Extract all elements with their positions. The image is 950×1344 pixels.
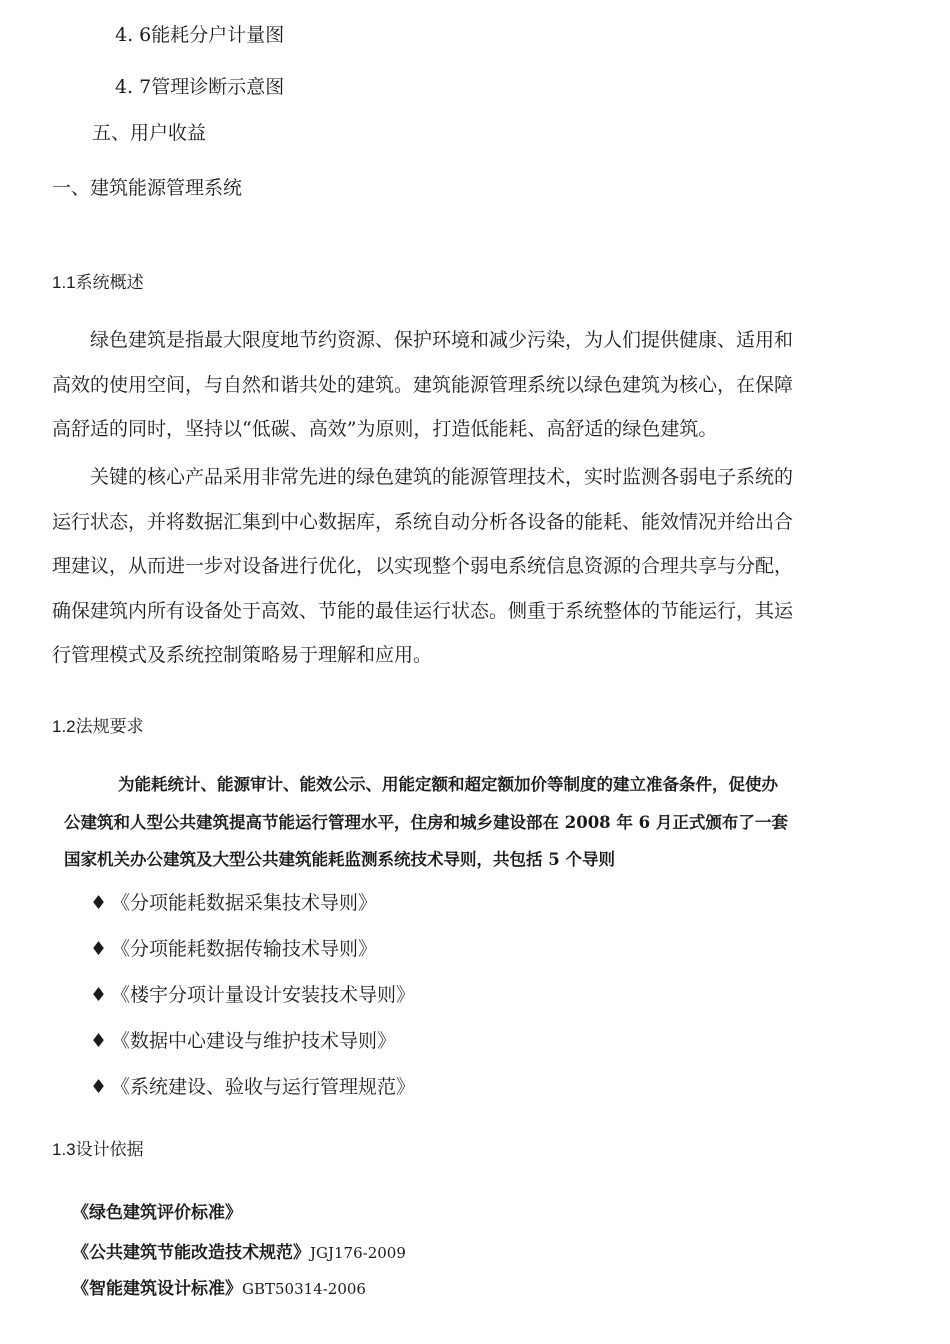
diamond-bullet-icon: ♦ — [90, 892, 108, 914]
paragraph-line: 确保建筑内所有设备处于高效、节能的最佳运行状态。侧重于系统整体的节能运行，其运 — [52, 599, 794, 622]
reference-name: 《智能建筑设计标准》 — [72, 1279, 242, 1299]
paragraph-line: 绿色建筑是指最大限度地节约资源、保护环境和减少污染，为人们提供健康、适用和 — [90, 329, 794, 351]
reference-name: 《公共建筑节能改造技术规范》 — [72, 1243, 310, 1263]
paragraph-line: 运行状态，并将数据汇集到中心数据库，系统自动分析各设备的能耗、能效情况并给出合 — [52, 510, 794, 533]
list-item — [90, 980, 415, 1007]
diamond-bullet-icon: ♦ — [90, 984, 108, 1006]
paragraph-line: 国家机关办公建筑及大型公共建筑能耗监测系统技术导则，共包括 5 个导则 — [64, 850, 615, 869]
subsection-title-1-1: 1.1系统概述 — [52, 273, 144, 292]
diamond-bullet-icon: ♦ — [90, 938, 108, 960]
reference-code: GBT50314-2006 — [242, 1280, 366, 1298]
list-item — [90, 1072, 415, 1099]
toc-item-4-6: 4. 6能耗分户计量图 — [115, 24, 285, 46]
reference-item — [72, 1238, 406, 1263]
list-item — [90, 934, 377, 961]
guide-title: 《系统建设、验收与运行管理规范》 — [111, 1076, 416, 1098]
paragraph-line: 理建议，从而进一步对设备进行优化，以实现整个弱电系统信息资源的合理共享与分配， — [52, 555, 794, 577]
toc-item-4-7: 4. 7管理诊断示意图 — [115, 76, 285, 98]
guide-title: 《数据中心建设与维护技术导则》 — [111, 1030, 397, 1052]
paragraph-line: 高舒适的同时，坚持以“低碳、高效”为原则，打造低能耗、高舒适的绿色建筑。 — [52, 418, 718, 440]
diamond-bullet-icon: ♦ — [90, 1076, 108, 1098]
guide-title: 《分项能耗数据传输技术导则》 — [111, 938, 378, 960]
paragraph-line: 高效的使用空间，与自然和谐共处的建筑。建筑能源管理系统以绿色建筑为核心，在保障 — [52, 373, 794, 396]
toc-item-5: 五、用户收益 — [92, 122, 207, 144]
subsection-title-1-2: 1.2法规要求 — [52, 717, 144, 736]
paragraph-line: 行管理模式及系统控制策略易于理解和应用。 — [52, 644, 433, 666]
reference-item — [72, 1274, 366, 1299]
guide-title: 《分项能耗数据采集技术导则》 — [111, 892, 378, 914]
reference-code: JGJ176-2009 — [310, 1244, 406, 1262]
diamond-bullet-icon: ♦ — [90, 1030, 108, 1052]
paragraph-line: 公建筑和人型公共建筑提高节能运行管理水平，住房和城乡建设部在 2008 年 6 月正式颁布了一套 — [64, 812, 788, 832]
paragraph-line: 关键的核心产品采用非常先进的绿色建筑的能源管理技术，实时监测各弱电子系统的 — [90, 466, 794, 488]
reference-name: 《绿色建筑评价标准》 — [72, 1203, 242, 1223]
reference-item — [72, 1198, 242, 1223]
guide-title: 《楼宇分项计量设计安装技术导则》 — [111, 984, 416, 1006]
list-item — [90, 1026, 396, 1053]
subsection-title-1-3: 1.3设计依据 — [52, 1140, 144, 1159]
section-title: 一、建筑能源管理系统 — [52, 177, 243, 199]
regulation-intro — [64, 766, 894, 879]
overview-paragraph-1 — [52, 318, 892, 452]
paragraph-line: 为能耗统计、能源审计、能效公示、用能定额和超定额加价等制度的建立准备条件，促使办 — [118, 775, 778, 794]
overview-paragraph-2 — [52, 455, 892, 678]
list-item — [90, 888, 377, 915]
